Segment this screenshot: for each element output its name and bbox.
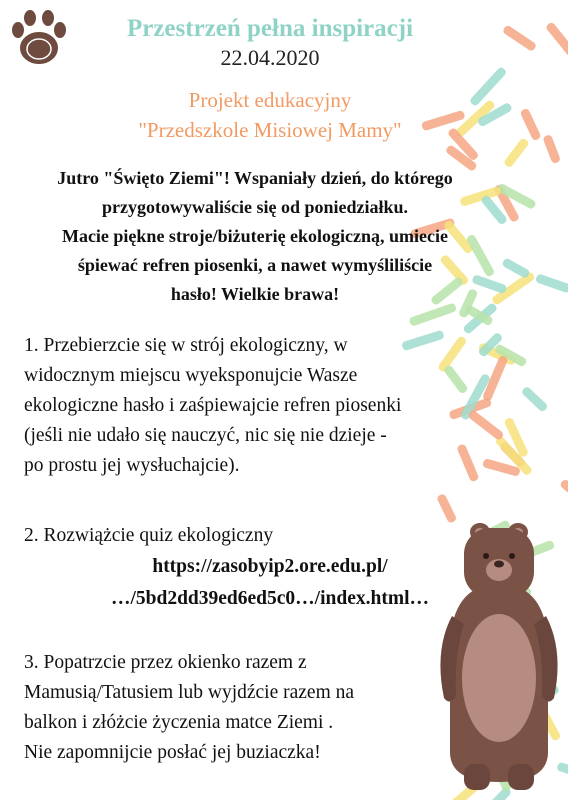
step-1-line: 1. Przebierzcie się w strój ekologiczny, w [24,335,348,356]
page-title: Przestrzeń pełna inspiracji [126,15,414,42]
project-subtitle: Projekt edukacyjny [188,88,352,112]
confetti-stroke [502,24,537,52]
step-1-line: po prostu jej wysłuchajcie). [24,455,240,476]
step-3-line: 3. Popatrzcie przez okienko razem z [24,652,307,673]
paw-print-icon [6,6,72,72]
intro-line: Jutro "Święto Ziemi"! Wspaniały dzień, do którego [57,168,453,188]
date-label: 22.04.2020 [220,45,320,70]
confetti-stroke [520,108,542,142]
confetti-stroke [535,273,568,293]
intro-paragraph [6,164,504,309]
step-3-line: Mamusią/Tatusiem lub wyjdźcie razem na [24,682,355,703]
intro-line: śpiewać refren piosenki, a nawet wymyśliliście [77,255,433,275]
step-3-line: balkon i złóżcie życzenia matce Ziemi . [24,712,334,733]
bear-illustration [436,520,562,792]
confetti-stroke [542,134,561,164]
quiz-link-line-2[interactable]: …/5bd2dd39ed6ed5c0…/index.html… [110,588,429,609]
quiz-link-line-1[interactable]: https://zasobyip2.ore.edu.pl/ [152,556,388,577]
step-1-line: (jeśli nie udało się nauczyć, nic się nie dzieje - [24,425,387,446]
confetti-stroke [545,21,568,58]
step-1-line: widocznym miejscu wyeksponujcie Wasze [24,365,358,386]
confetti-stroke [503,137,530,168]
step-2-line: 2. Rozwiążcie quiz ekologiczny [24,525,274,546]
confetti-stroke [521,386,549,413]
project-name: "Przedszkole Misiowej Mamy" [138,118,402,142]
step-1-paragraph [24,331,494,481]
step-1-line: ekologiczne hasło i zaśpiewajcie refren piosenki [24,395,402,416]
intro-line: Macie piękne stroje/biżuterię ekologiczną, umiecie [61,226,449,246]
confetti-stroke [501,257,530,279]
step-3-line: Nie zapomnijcie posłać jej buziaczka! [24,742,321,763]
intro-line: przygotowywaliście się od poniedziałku. [101,197,408,217]
step-3-paragraph [24,648,494,768]
intro-line: hasło! Wielkie brawa! [170,284,340,304]
confetti-stroke [559,478,568,507]
step-2-paragraph [24,521,494,551]
